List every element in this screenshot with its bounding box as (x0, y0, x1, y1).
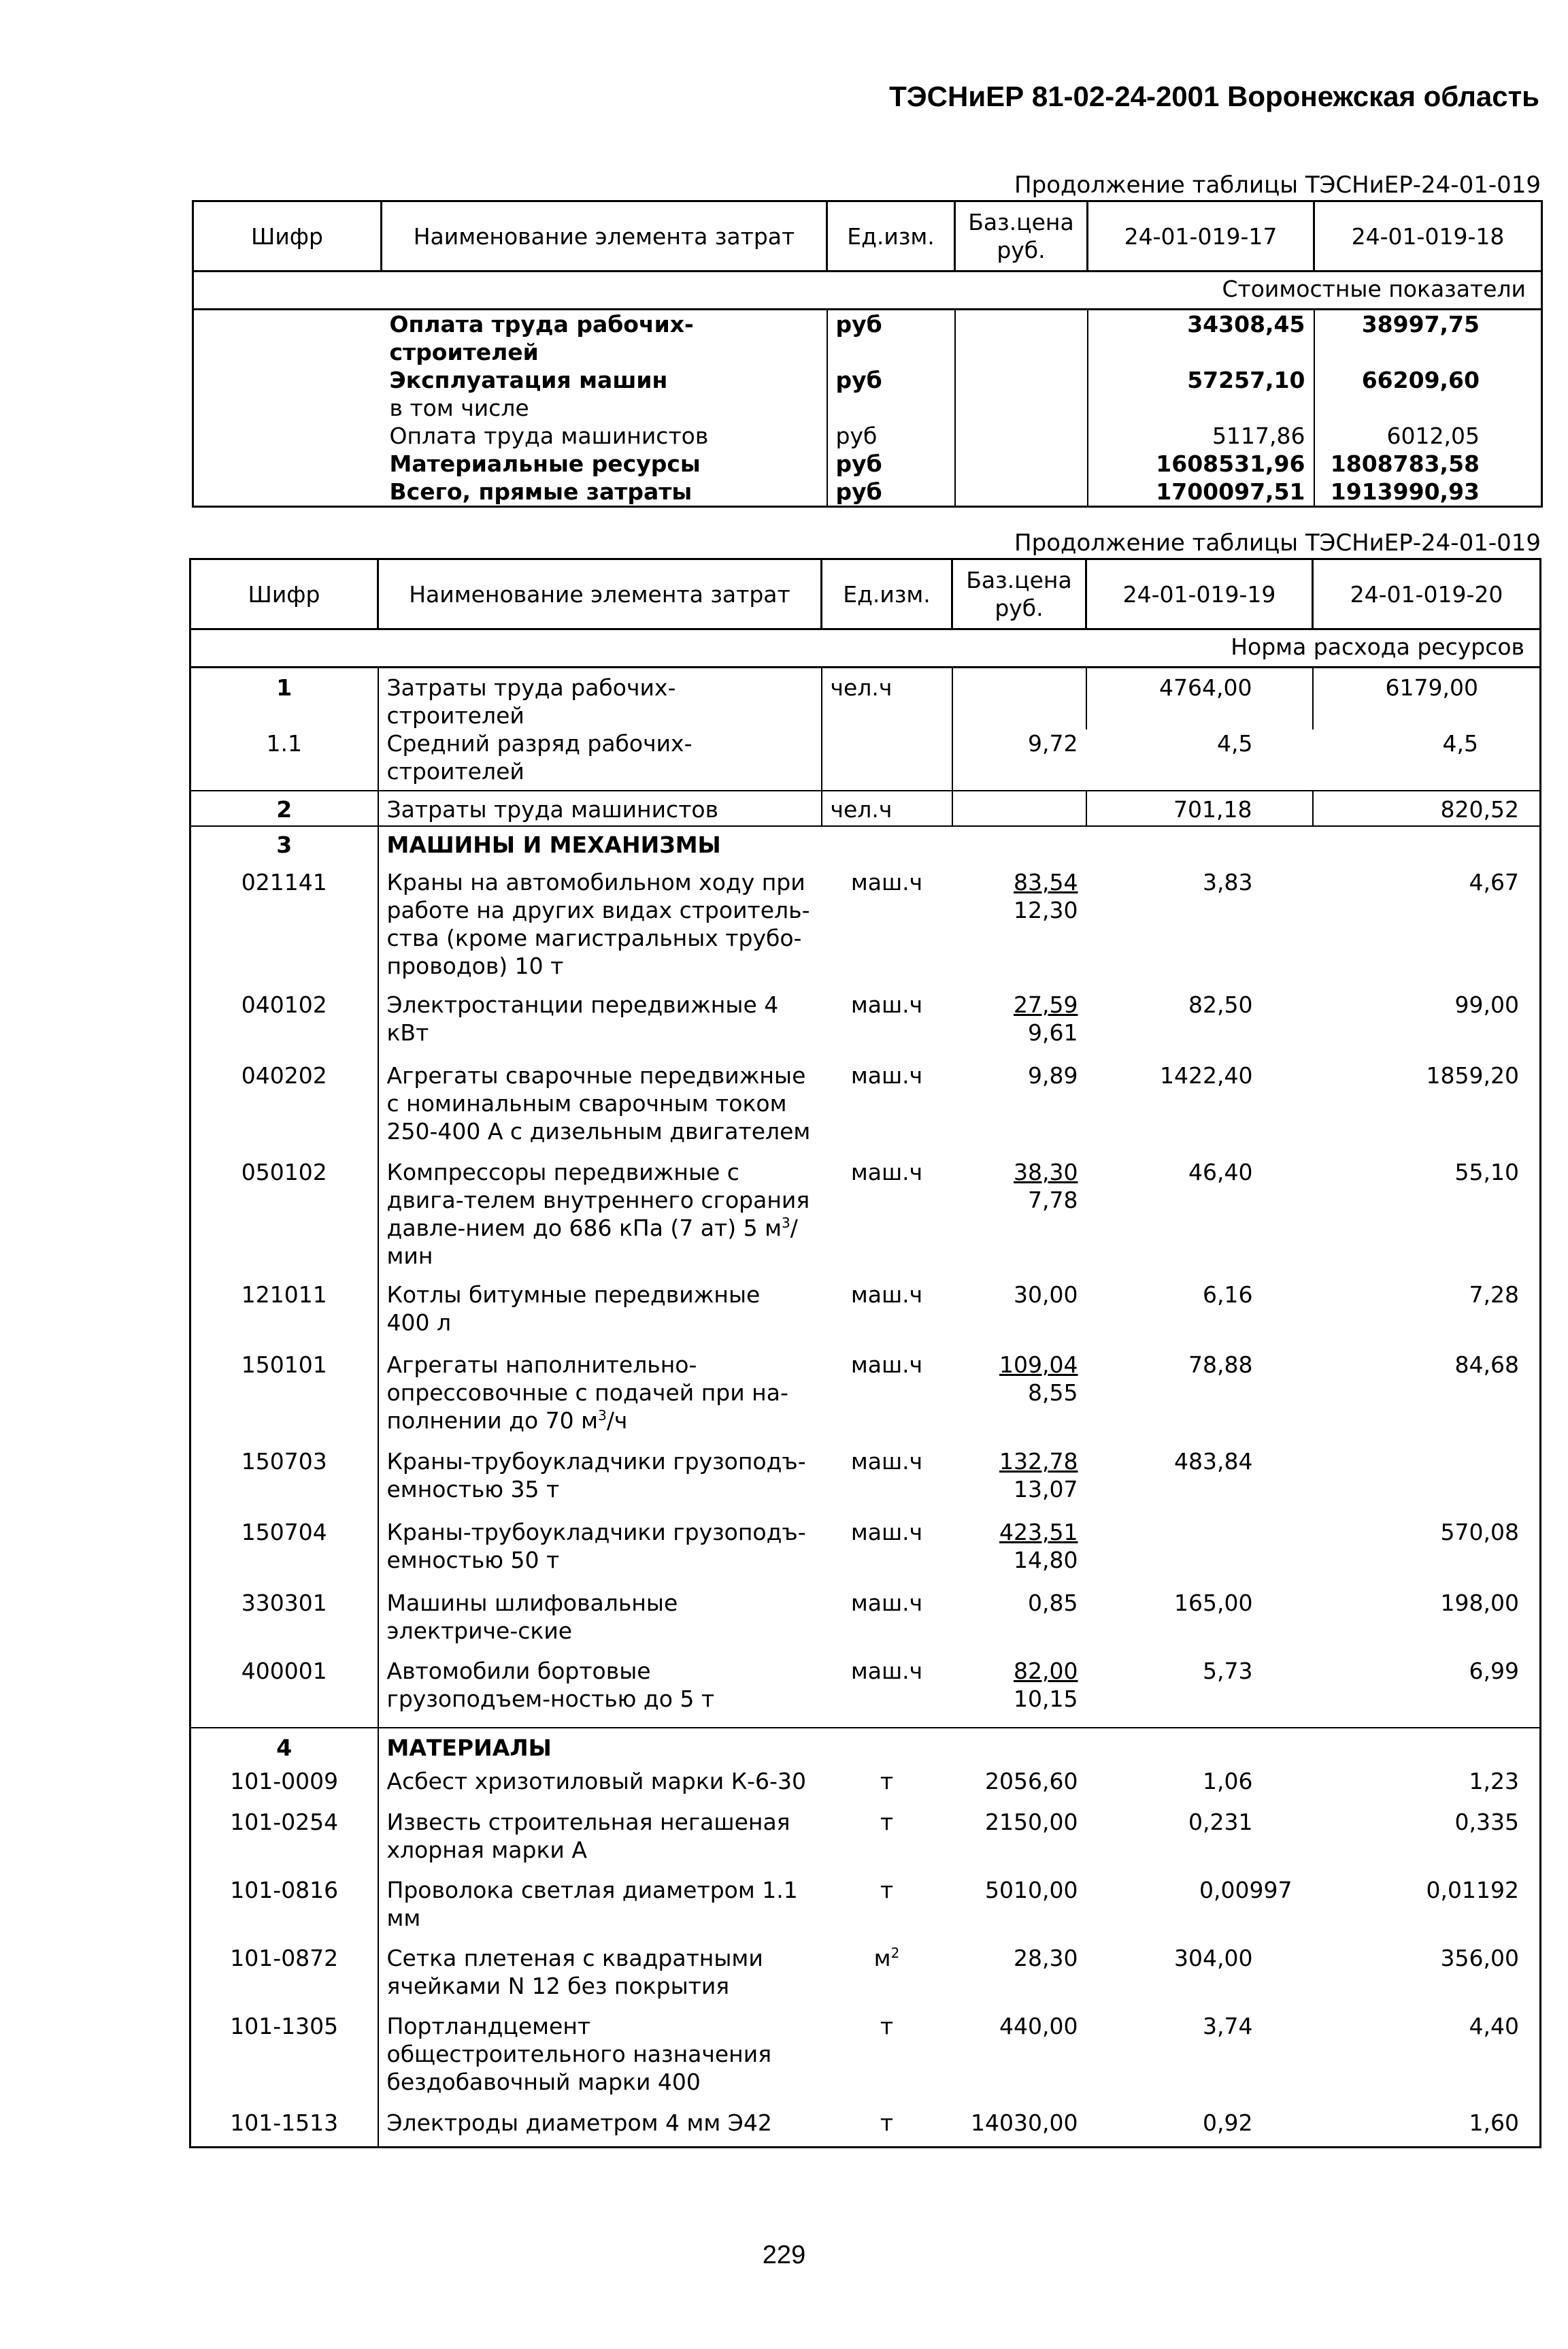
table-row (190, 991, 1541, 1062)
value-b (1313, 1447, 1541, 1518)
row-code: 150101 (190, 1351, 378, 1447)
table-row (190, 2109, 1541, 2147)
row-price: 28,30 (1014, 1945, 1078, 1971)
table2-continuation-caption: Продолжение таблицы ТЭСНиЕР-24-01-019 (1014, 529, 1541, 557)
col-header-variant-b: 24-01-019-20 (1313, 559, 1541, 629)
col-header-base-price: Баз.цена руб. (952, 559, 1086, 629)
superscript: 3 (781, 1215, 790, 1231)
section-row (190, 629, 1541, 668)
row-unit: маш.ч (850, 1590, 923, 1616)
row-code: 1.1 (190, 729, 378, 791)
row-price-wage: 10,15 (1014, 1686, 1078, 1712)
value-a: 3,74 (1203, 2013, 1253, 2039)
value-b: 820,52 (1313, 791, 1541, 826)
row-name: Компрессоры передвижные с двига-телем внутреннего сгорания давле-нием до 686 кПа (7 ат) 5 м (386, 1159, 810, 1241)
table-row (193, 366, 1542, 394)
value-a: 0,92 (1086, 2109, 1313, 2147)
row-code: 101-0009 (190, 1767, 378, 1808)
item-unit: руб (827, 310, 955, 367)
item-name: Оплата труда машинистов (389, 423, 709, 449)
row-name: Сетка плетеная с квадратными ячейками N 12 без покрытия (378, 1944, 822, 2012)
row-price-wage: 12,30 (1014, 897, 1078, 923)
table-row (190, 2012, 1541, 2109)
row-unit: маш.ч (850, 991, 923, 1018)
value-b: 4,40 (1313, 2012, 1541, 2109)
value-b: 1,60 (1313, 2109, 1541, 2147)
table-row (190, 1767, 1541, 1808)
row-price-wage: 13,07 (1014, 1476, 1078, 1502)
row-name: Краны-трубоукладчики грузоподъ-емностью 50 т (378, 1518, 822, 1589)
value-a: 165,00 (1174, 1590, 1253, 1616)
row-name: Затраты труда машинистов (378, 791, 822, 826)
table-row (190, 1351, 1541, 1447)
value-b: 6,99 (1313, 1657, 1541, 1728)
value-b: 4,5 (1313, 729, 1541, 791)
item-name: Материальные ресурсы (389, 450, 701, 477)
row-name: Портландцемент общестроительного назначения бездобавочный марки 400 (378, 2012, 822, 2109)
item-unit: руб (827, 422, 955, 450)
row-unit: маш.ч (850, 1351, 923, 1378)
col-header-code: Шифр (193, 201, 382, 272)
value-b: 1859,20 (1313, 1062, 1541, 1158)
value-b: 1913990,93 (1314, 478, 1542, 507)
value-b: 55,10 (1313, 1158, 1541, 1281)
row-unit: т (880, 1768, 894, 1794)
value-a: 1,06 (1203, 1768, 1253, 1794)
row-name: Краны на автомобильном ходу при работе на других видах строитель-ства (кроме магистральных трубо-проводов) 10 т (378, 864, 822, 991)
col-header-variant-a: 24-01-019-19 (1086, 559, 1313, 629)
row-name: Электроды диаметром 4 мм Э42 (378, 2109, 822, 2147)
value-a: 1608531,96 (1088, 450, 1314, 478)
row-name: Агрегаты наполнительно-опрессовочные с подачей при на-полнении до 70 м (386, 1351, 788, 1434)
value-a: 5,73 (1203, 1658, 1253, 1684)
row-code: 150704 (190, 1518, 378, 1589)
row-code: 050102 (190, 1158, 378, 1281)
section-title: Стоимостные показатели (193, 272, 1542, 310)
row-name-tail: /мин (386, 1215, 798, 1269)
row-name: Электростанции передвижные 4 кВт (378, 991, 822, 1062)
row-price: 132,78 (999, 1448, 1078, 1475)
row-price: 2056,60 (985, 1768, 1078, 1794)
row-unit: маш.ч (850, 1159, 923, 1185)
value-a: 5117,86 (1088, 422, 1314, 450)
row-name: Автомобили бортовые грузоподъем-ностью до 5 т (378, 1657, 822, 1728)
col-header-variant-a: 24-01-019-17 (1088, 201, 1314, 272)
value-a: 6,16 (1203, 1281, 1253, 1308)
item-unit: руб (827, 450, 955, 478)
section-title: Норма расхода ресурсов (190, 629, 1541, 668)
table-row (190, 1062, 1541, 1158)
row-unit: т (880, 1809, 894, 1835)
value-a: 483,84 (1174, 1448, 1253, 1475)
table-row (190, 791, 1541, 826)
superscript: 3 (598, 1407, 607, 1424)
row-unit: маш.ч (850, 1062, 923, 1089)
row-name: Асбест хризотиловый марки К-6-30 (378, 1767, 822, 1808)
value-b: 570,08 (1313, 1518, 1541, 1589)
document-header: ТЭСНиЕР 81-02-24-2001 Воронежская область (889, 80, 1539, 112)
row-name: МАТЕРИАЛЫ (378, 1728, 822, 1767)
value-a: 0,00997 (1199, 1877, 1292, 1903)
table-row (190, 1657, 1541, 1728)
value-a: 57257,10 (1088, 366, 1314, 394)
row-code: 101-1305 (190, 2012, 378, 2109)
table-row (190, 1589, 1541, 1657)
row-price: 30,00 (1014, 1281, 1078, 1308)
table-row (193, 450, 1542, 478)
value-b: 6012,05 (1314, 422, 1542, 450)
row-code: 330301 (190, 1589, 378, 1657)
row-price: 27,59 (1014, 991, 1078, 1018)
item-name: в том числе (389, 395, 529, 421)
row-price: 14030,00 (952, 2109, 1086, 2147)
value-b: 198,00 (1313, 1589, 1541, 1657)
row-code: 021141 (190, 864, 378, 991)
value-a: 701,18 (1086, 791, 1313, 826)
row-unit: чел.ч (822, 791, 952, 826)
value-a: 82,50 (1188, 991, 1253, 1018)
row-name-tail: /ч (606, 1407, 628, 1434)
col-header-name: Наименование элемента затрат (382, 201, 827, 272)
value-b: 0,335 (1313, 1808, 1541, 1876)
row-name: Затраты труда рабочих-строителей (378, 668, 822, 730)
table-row (190, 1158, 1541, 1281)
row-price: 0,85 (1028, 1590, 1078, 1616)
value-a: 78,88 (1188, 1351, 1253, 1378)
row-name: Известь строительная негашеная хлорная марки А (378, 1808, 822, 1876)
row-price: 5010,00 (985, 1877, 1078, 1903)
row-name: Средний разряд рабочих-строителей (378, 729, 822, 791)
value-b: 1,23 (1313, 1767, 1541, 1808)
row-unit: маш.ч (850, 1658, 923, 1684)
row-unit: м (873, 1945, 891, 1971)
item-name: Всего, прямые затраты (382, 478, 827, 507)
section-row (193, 272, 1542, 310)
row-name: Котлы битумные передвижные 400 л (378, 1281, 822, 1351)
row-code: 040102 (190, 991, 378, 1062)
value-a (1086, 1518, 1313, 1589)
value-b: 1808783,58 (1314, 450, 1542, 478)
col-header-base-price: Баз.цена руб. (955, 201, 1088, 272)
row-code: 101-0816 (190, 1876, 378, 1944)
value-b: 84,68 (1313, 1351, 1541, 1447)
table-row (190, 1728, 1541, 1767)
value-b: 7,28 (1313, 1281, 1541, 1351)
row-unit: т (880, 2013, 894, 2039)
row-unit: маш.ч (850, 1448, 923, 1475)
row-code: 040202 (190, 1062, 378, 1158)
value-a: 4764,00 (1086, 668, 1313, 730)
row-name: Проволока светлая диаметром 1.1 мм (378, 1876, 822, 1944)
value-a: 34308,45 (1088, 310, 1314, 367)
row-name: Краны-трубоукладчики грузоподъ-емностью 35 т (378, 1447, 822, 1518)
row-code: 3 (190, 826, 378, 864)
row-price: 440,00 (999, 2013, 1078, 2039)
value-a: 1422,40 (1160, 1062, 1253, 1089)
value-b: 99,00 (1313, 991, 1541, 1062)
row-code: 4 (190, 1728, 378, 1767)
item-unit: руб (827, 366, 955, 394)
table1-continuation-caption: Продолжение таблицы ТЭСНиЕР-24-01-019 (1014, 171, 1541, 199)
row-name-cell (378, 1351, 822, 1447)
row-price: 38,30 (1014, 1159, 1078, 1185)
row-unit: т (822, 2109, 952, 2147)
value-a: 0,231 (1188, 1809, 1253, 1835)
table-row (190, 1944, 1541, 2012)
row-code: 101-1513 (190, 2109, 378, 2147)
table-row (193, 422, 1542, 450)
row-unit: чел.ч (822, 668, 952, 730)
row-price-wage: 14,80 (1014, 1547, 1078, 1573)
table-row (190, 864, 1541, 991)
row-code: 150703 (190, 1447, 378, 1518)
row-name: Агрегаты сварочные передвижные с номинальным сварочным током 250-400 А с дизельным двигателем (378, 1062, 822, 1158)
table-row (190, 1447, 1541, 1518)
value-b: 0,01192 (1313, 1876, 1541, 1944)
cost-indicators-table (192, 200, 1543, 508)
table-row (190, 1876, 1541, 1944)
col-header-code: Шифр (190, 559, 378, 629)
item-name: Оплата труда рабочих-строителей (389, 311, 694, 365)
col-header-variant-b: 24-01-019-18 (1314, 201, 1542, 272)
value-b: 66209,60 (1314, 366, 1542, 394)
row-price: 423,51 (999, 1519, 1078, 1545)
row-price: 109,04 (999, 1351, 1078, 1378)
table2-header-row (190, 559, 1541, 629)
row-price: 9,89 (1028, 1062, 1078, 1089)
row-unit: маш.ч (850, 1519, 923, 1545)
row-name: МАШИНЫ И МЕХАНИЗМЫ (378, 826, 822, 864)
table-row (190, 1808, 1541, 1876)
value-a: 3,83 (1203, 869, 1253, 896)
row-code: 101-0872 (190, 1944, 378, 2012)
row-price: 82,00 (1014, 1658, 1078, 1684)
table-row (190, 729, 1541, 791)
value-b: 4,67 (1313, 864, 1541, 991)
row-code: 400001 (190, 1657, 378, 1728)
value-b: 38997,75 (1314, 310, 1542, 367)
row-price: 2150,00 (985, 1809, 1078, 1835)
row-unit-cell (822, 1944, 952, 2012)
table-row (193, 478, 1542, 507)
row-code: 121011 (190, 1281, 378, 1351)
item-name: Эксплуатация машин (389, 367, 668, 393)
table-row (193, 394, 1542, 422)
page-number: 229 (762, 2241, 806, 2269)
col-header-unit: Ед.изм. (822, 559, 952, 629)
row-unit: т (880, 1877, 894, 1903)
row-name-cell (378, 1158, 822, 1281)
table-row (190, 826, 1541, 864)
row-code: 101-0254 (190, 1808, 378, 1876)
row-price: 83,54 (1014, 869, 1078, 896)
row-price-wage: 9,61 (1028, 1019, 1078, 1046)
table-row (190, 1281, 1541, 1351)
row-price: 9,72 (952, 729, 1086, 791)
superscript: 2 (890, 1945, 900, 1961)
row-unit: маш.ч (850, 1281, 923, 1308)
row-price-wage: 8,55 (1028, 1379, 1078, 1406)
value-b: 356,00 (1313, 1944, 1541, 2012)
row-price-wage: 7,78 (1028, 1187, 1078, 1213)
row-code: 1 (190, 668, 378, 730)
value-a: 46,40 (1188, 1159, 1253, 1185)
value-b: 6179,00 (1313, 668, 1541, 730)
table-row (190, 1518, 1541, 1589)
table1-header-row (193, 201, 1542, 272)
row-code: 2 (190, 791, 378, 826)
row-name: Машины шлифовальные электриче-ские (378, 1589, 822, 1657)
resource-norms-table (189, 558, 1541, 2148)
row-unit: маш.ч (850, 869, 923, 896)
value-a: 304,00 (1174, 1945, 1253, 1971)
col-header-unit: Ед.изм. (827, 201, 955, 272)
item-unit: руб (827, 478, 955, 507)
table-row (190, 668, 1541, 730)
value-a: 4,5 (1217, 730, 1253, 757)
value-a: 1700097,51 (1088, 478, 1314, 507)
table-row (193, 310, 1542, 367)
col-header-name: Наименование элемента затрат (378, 559, 822, 629)
